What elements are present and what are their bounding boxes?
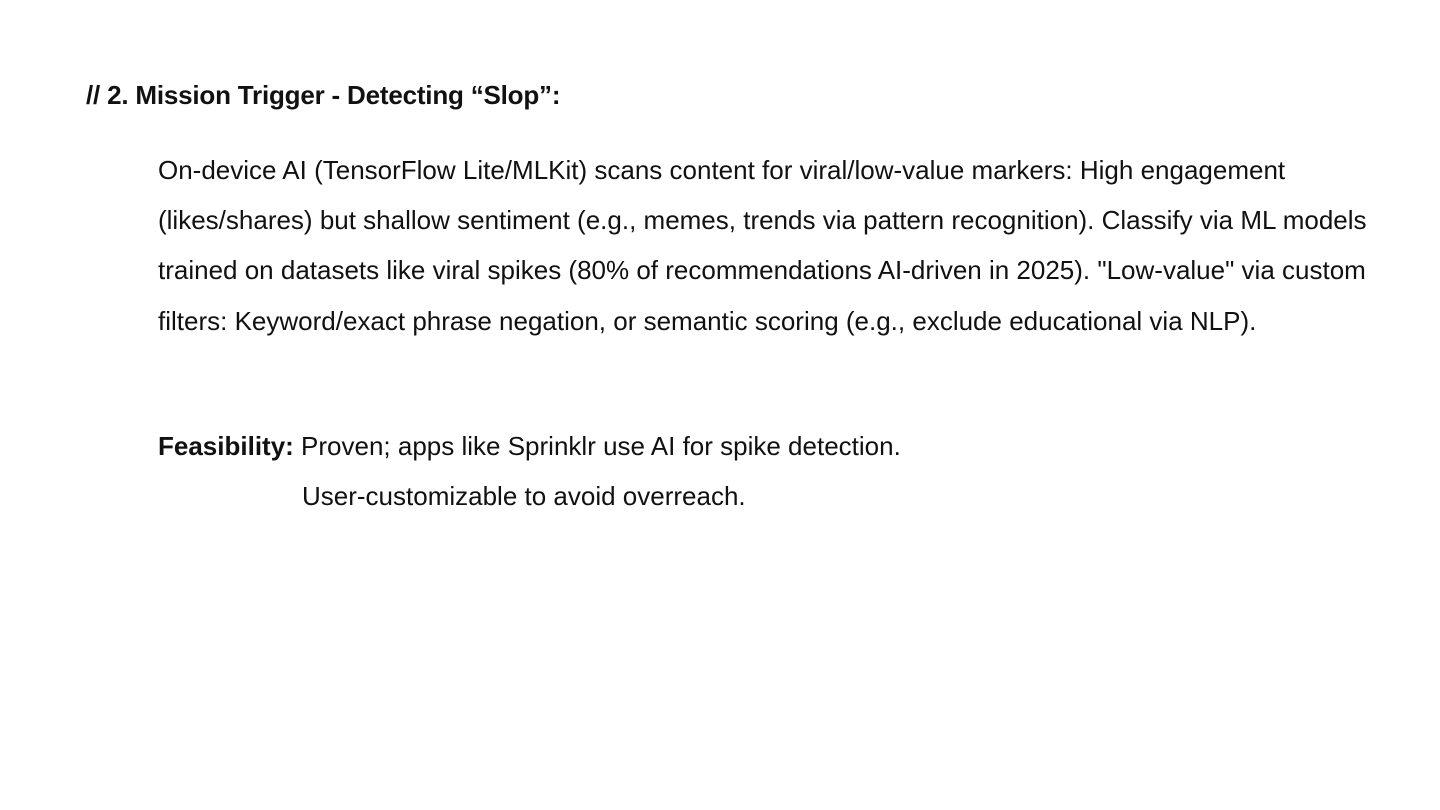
description-paragraph: On-device AI (TensorFlow Lite/MLKit) scans content for viral/low-value markers: High engagement (likes/shares) but shallow sentiment (e.g., memes, trends via pattern recognition). Classify via ML models trained on datasets like viral spikes (80% of recommendations AI-driven in 2025). "Low-value" via custom filters: Keyword/exact phrase negation, or semantic scoring (e.g., exclude educational via NLP). <box>158 155 1367 336</box>
feasibility-block <box>158 421 901 521</box>
feasibility-label: Feasibility: <box>158 431 294 461</box>
feasibility-text-continued: User-customizable to avoid overreach. <box>302 481 746 512</box>
feasibility-line-1 <box>158 421 901 471</box>
feasibility-text: Proven; apps like Sprinklr use AI for spike detection. <box>293 431 901 461</box>
section-heading: // 2. Mission Trigger - Detecting “Slop”: <box>86 80 561 110</box>
